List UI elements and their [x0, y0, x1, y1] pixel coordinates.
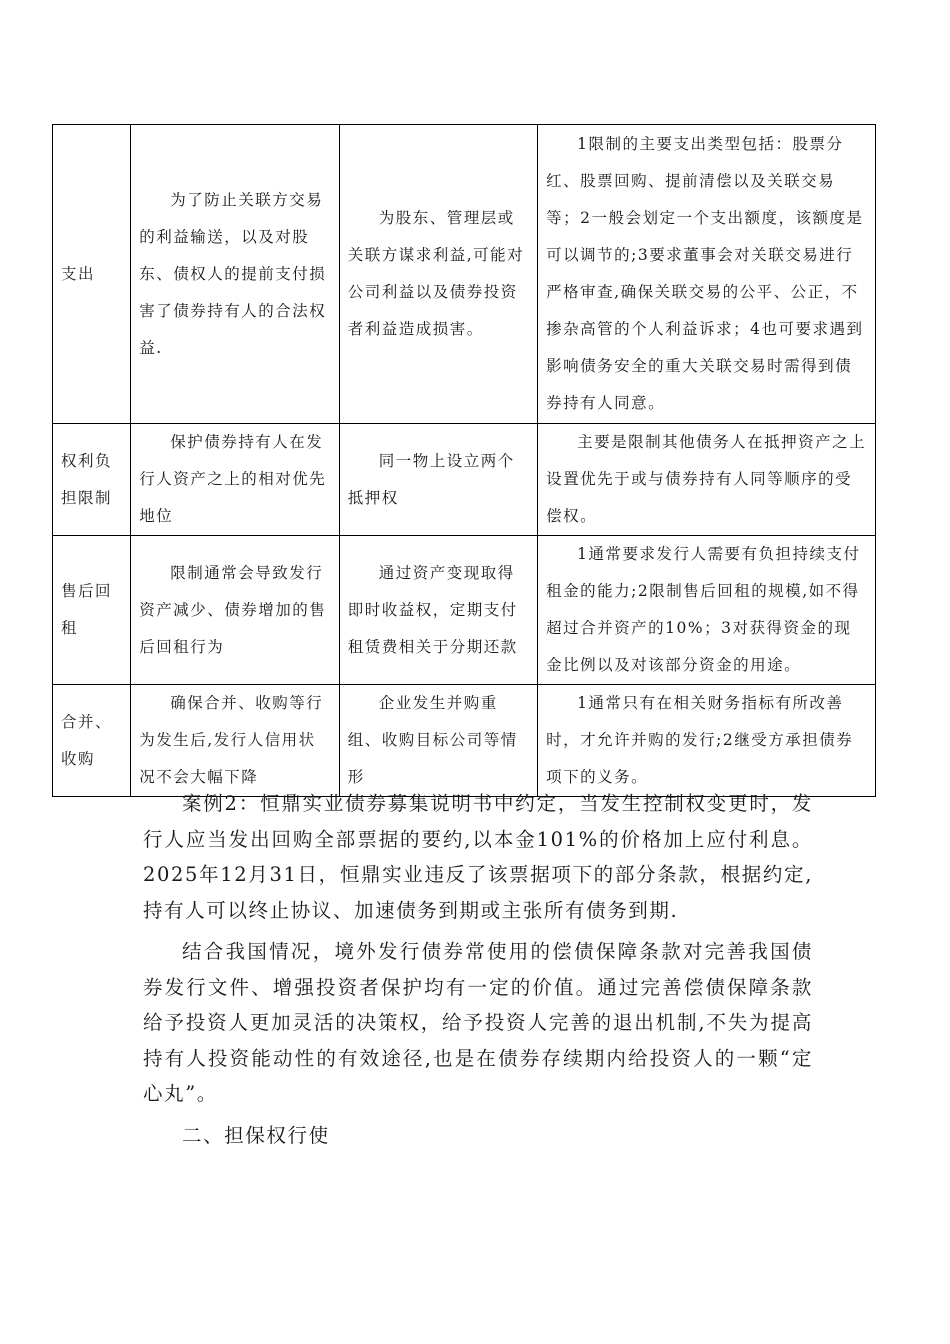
table-row [53, 125, 876, 424]
clause-purpose-cell: 确保合并、收购等行为发生后,发行人信用状况不会大幅下降 [131, 685, 340, 797]
table-row [53, 536, 876, 685]
clause-type-cell: 售后回租 [53, 536, 131, 685]
case-paragraph: 案例2：恒鼎实业债券募集说明书中约定，当发生控制权变更时，发行人应当发出回购全部票据的要约,以本金101%的价格加上应付利息。2025年12月31日，恒鼎实业违反了该票据项下的部分条款，根据约定,持有人可以终止协议、加速债务到期或主张所有债务到期. [143, 792, 813, 922]
clause-risk-cell: 同一物上设立两个抵押权 [339, 424, 537, 536]
clause-risk-cell: 通过资产变现取得即时收益权，定期支付租赁费相关于分期还款 [339, 536, 537, 685]
body-text [143, 786, 813, 1153]
clause-risk-cell: 为股东、管理层或关联方谋求利益,可能对公司利益以及债券投资者利益造成损害。 [339, 125, 537, 424]
summary-paragraph: 结合我国情况，境外发行债券常使用的偿债保障条款对完善我国债券发行文件、增强投资者保护均有一定的价值。通过完善偿债保障条款给予投资人更加灵活的决策权，给予投资人完善的退出机制,不失为提高持有人投资能动性的有效途径,也是在债券存续期内给投资人的一颗“定心丸”。 [143, 940, 813, 1105]
clause-content-cell: 主要是限制其他债务人在抵押资产之上设置优先于或与债券持有人同等顺序的受偿权。 [538, 424, 876, 536]
clause-risk-cell: 企业发生并购重组、收购目标公司等情形 [339, 685, 537, 797]
clause-purpose-cell: 保护债券持有人在发行人资产之上的相对优先地位 [131, 424, 340, 536]
table-row [53, 424, 876, 536]
clause-type-cell: 合并、收购 [53, 685, 131, 797]
clause-type-cell: 权利负担限制 [53, 424, 131, 536]
clause-content-cell: 1限制的主要支出类型包括：股票分红、股票回购、提前清偿以及关联交易等；2一般会划定一个支出额度，该额度是可以调节的;3要求董事会对关联交易进行严格审查,确保关联交易的公平、公正，不掺杂高管的个人利益诉求；4也可要求遇到影响债务安全的重大关联交易时需得到债券持有人同意。 [538, 125, 876, 424]
section-heading: 二、担保权行使 [182, 1123, 330, 1147]
table-row [53, 685, 876, 797]
clause-type-cell: 支出 [53, 125, 131, 424]
clause-content-cell: 1通常只有在相关财务指标有所改善时，才允许并购的发行;2继受方承担债券项下的义务。 [538, 685, 876, 797]
clause-purpose-cell: 为了防止关联方交易的利益输送，以及对股东、债权人的提前支付损害了债券持有人的合法权益. [131, 125, 340, 424]
covenant-table [52, 124, 876, 797]
clause-purpose-cell: 限制通常会导致发行资产减少、债券增加的售后回租行为 [131, 536, 340, 685]
clause-content-cell: 1通常要求发行人需要有负担持续支付租金的能力;2限制售后回租的规模,如不得超过合并资产的10%；3对获得资金的现金比例以及对该部分资金的用途。 [538, 536, 876, 685]
